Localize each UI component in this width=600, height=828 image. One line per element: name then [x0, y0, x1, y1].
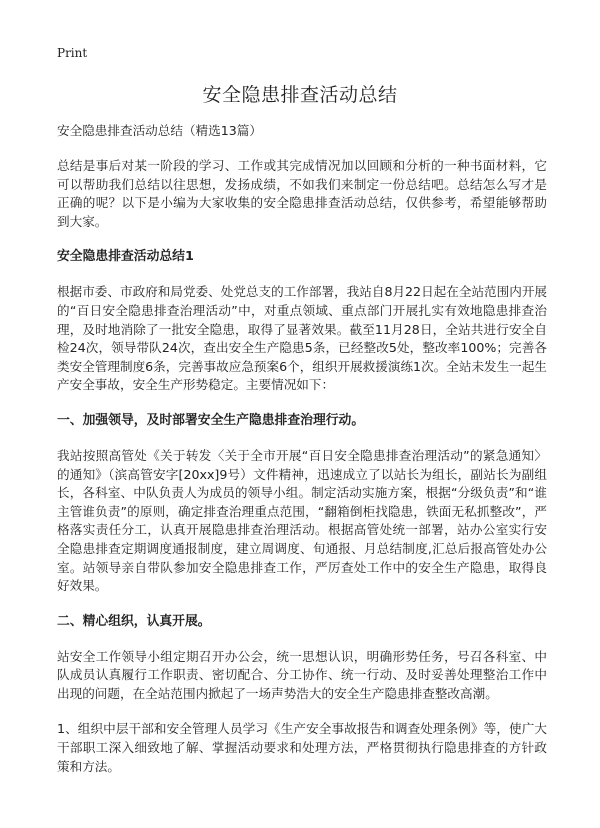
spacer — [57, 395, 547, 412]
spacer — [57, 430, 547, 447]
section-heading-1: 安全隐患排查活动总结1 — [57, 249, 194, 265]
spacer — [57, 703, 547, 720]
document-body — [57, 122, 547, 776]
point-2-item-1: 1、组织中层干部和安全管理人员学习《生产安全事故报告和调查处理条例》等，使广大干部职工深入细致地了解、掌握活动要求和处理方法，严格贯彻执行隐患排查的方针政策和方法。 — [57, 721, 547, 774]
spacer — [57, 266, 547, 283]
spacer — [57, 231, 547, 248]
point-1-heading: 一、加强领导，及时部署安全生产隐患排查治理行动。 — [57, 412, 365, 428]
point-1-paragraph: 我站按照高管处《关于转发〈关于全市开展“百日安全隐患排查治理活动”的紧急通知〉的通知》（滨高管安字[20xx]9号）文件精神，迅速成立了以站长为组长，副站长为副组长，各科室、中队负责人为成员的领导小组。制定活动实施方案，根据“分级负责”和“谁主管谁负责”的原则，确定排查治理重点范围，“翻箱倒柜找隐患，铁面无私抓整改”，严格落实责任分工，认真开展隐患排查治理活动。根据高管处统一部署，站办公室实行安全隐患排查定期调度通报制度，建立周调度、旬通报、月总结制度,汇总后报高管处办公室。站领导亲自带队参加安全隐患排查工作，严厉查处工作中的安全生产隐患，取得良好效果。 — [57, 447, 547, 594]
intro-paragraph: 总结是事后对某一阶段的学习、工作或其完成情况加以回顾和分析的一种书面材料，它可以帮助我们总结以往思想，发扬成绩，不如我们来制定一份总结吧。总结怎么写才是正确的呢？以下是小编为大家收集的安全隐患排查活动总结，仅供参考，希望能够帮助到大家。 — [57, 158, 547, 229]
page-title: 安全隐患排查活动总结 — [202, 84, 398, 106]
print-link[interactable]: Print — [57, 46, 88, 60]
document-subtitle: 安全隐患排查活动总结（精选13篇） — [57, 123, 262, 138]
section-1-paragraph: 根据市委、市政府和局党委、处党总支的工作部署，我站自8月22日起在全站范围内开展的“百日安全隐患排查治理活动”中，对重点领域、重点部门开展扎实有效地隐患排查治理，及时地消除了一批安全隐患，取得了显著效果。截至11月28日，全站共进行安全自检24次，领导带队24次，查出安全生产隐患5条，已经整改5处，整改率100%；完善各类安全管理制度6条，完善事故应急预案6个，组织开展救援演练1次。全站未发生一起生产安全事故，安全生产形势稳定。主要情况如下： — [57, 284, 548, 393]
point-2-paragraph: 站安全工作领导小组定期召开办公会，统一思想认识，明确形势任务，号召各科室、中队成员认真履行工作职责、密切配合、分工协作、统一行动、及时妥善处理整治工作中出现的问题，在全站范围内掀起了一场声势浩大的安全生产隐患排查整改高潮。 — [57, 648, 547, 701]
point-2-heading: 二、精心组织，认真开展。 — [57, 613, 211, 629]
spacer — [57, 631, 547, 648]
spacer — [57, 596, 547, 613]
